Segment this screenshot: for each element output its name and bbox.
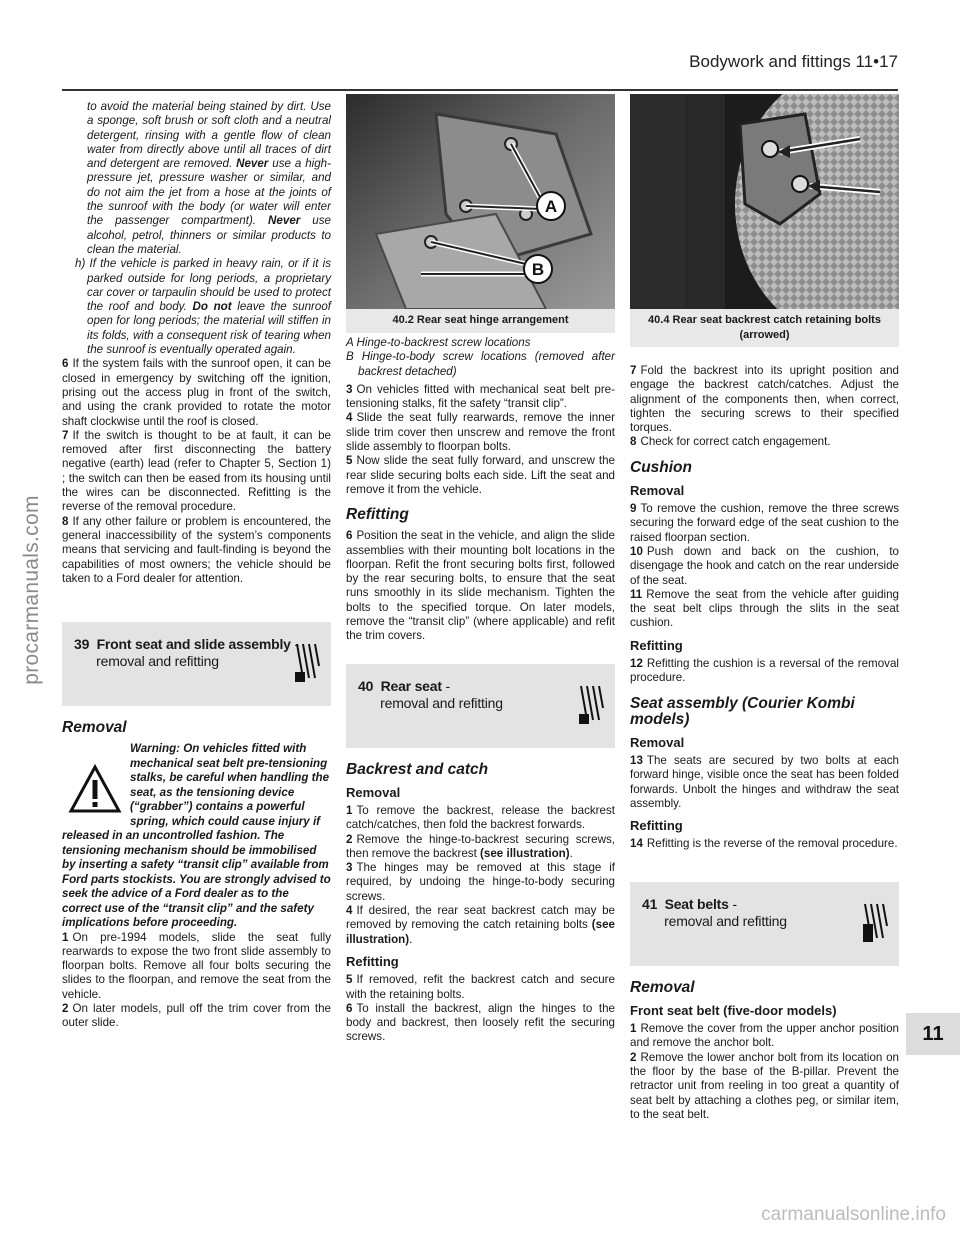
warning-box: Warning: On vehicles fitted with mechanical seat belt pre-tensioning stalks, be careful when handling the seat, as the tensioning device (“grabber”) contains a powerful spring, which could cause injury if released in an uncontrolled fashion. The tensioning mechanism should be immobilised by inserting a safety “transit clip” available from Ford parts stockists. You are strongly advised to seek the advice of a Ford dealer as to the correct use of the “transit clip” and the safety implications before proceeding. [62, 742, 331, 930]
column-1 [62, 100, 331, 1031]
para-9: 9 To remove the cushion, remove the three screws securing the forward edge of the seat cushion to the raised floorpan section. [630, 502, 899, 544]
para-5: 5 Now slide the seat fully forward, and unscrew the rear slide securing bolts each side. Lift the seat and remove it from the vehicle. [346, 454, 615, 496]
photo-label-b: B [531, 260, 545, 279]
kombi-heading: Seat assembly (Courier Kombi models) [630, 694, 855, 728]
removal-heading: Removal [62, 719, 127, 737]
para-r1: 1 To remove the backrest, release the backrest catch/catches, then fold the backrest forwards. [346, 803, 615, 832]
para-7: 7 If the switch is thought to be at fault, it can be removed after first disconnecting the battery negative (earth) lead (refer to Chapter 5, Section 1) ; the switch can then be eased from its housing until the wires can be disconnected. Refitting is the reverse of the removal procedure. [62, 428, 331, 514]
removal-heading-3: Removal [630, 978, 695, 996]
para-8: 8 Check for correct catch engagement. [630, 435, 831, 449]
page-header: Bodywork and fittings 11•17 [689, 52, 898, 71]
section-39-header: 39 Front seat and slide assembly - removal and refitting [62, 622, 331, 706]
removal-subheading: Removal [346, 784, 401, 800]
backrest-heading: Backrest and catch [346, 760, 489, 778]
intro-paragraph: to avoid the material being stained by dirt. Use a sponge, soft brush or soft cloth and a neutral detergent, rinsing with a gentle flow of clean water from directly above until all traces of dirt and detergent are removed. Never use a high-pressure jet, pressure washer or similar, and do not aim the jet from a hose at the joints of the sunroof with the body (or water will enter the passenger compartment). Never use alcohol, petrol, thinners or similar products to clean the material. [87, 100, 331, 256]
para-r2: 2 Remove the hinge-to-backrest securing screws, then remove the backrest (see illustration). [346, 832, 615, 860]
para-b2: 2 Remove the lower anchor bolt from its location on the floor by the base of the B-pillar. Prevent the retractor unit from reeling in too great a quantity of seat belt by attaching a clothes peg, or similar item, to the seat belt. [630, 1050, 899, 1121]
refitting-subheading: Refitting [630, 637, 683, 653]
para-10: 10 Push down and back on the cushion, to disengage the hook and catch on the rear underside of the seat. [630, 544, 899, 587]
para-f5: 5 If removed, refit the backrest catch and secure with the retaining bolts. [346, 973, 615, 1001]
para-13: 13 The seats are secured by two bolts at each forward hinge, visible once the seat has been folded forwards. Unbolt the hinges and withdraw the seat assembly. [630, 753, 899, 810]
photo-backrest-catch [630, 94, 899, 309]
para-6: 6 If the system fails with the sunroof open, it can be closed in emergency by switching off the ignition, prising out the access plug in front of the switch, and using the crank provided to rotate the motor shaft clockwise until the roof is closed. [62, 357, 331, 428]
removal-subheading: Removal [630, 482, 685, 498]
front-belt-heading: Front seat belt (five-door models) [630, 1002, 837, 1018]
para-3: 3 On vehicles fitted with mechanical seat belt pre-tensioning stalks, fit the safety “transit clip”. [346, 382, 615, 411]
difficulty-spanner-icon [293, 636, 321, 686]
column-3 [630, 364, 899, 1122]
column-2 [346, 336, 615, 1045]
photo-label-a: A [544, 197, 558, 216]
refitting-heading: Refitting [346, 506, 409, 524]
para-8: 8 If any other failure or problem is encountered, the general inaccessibility of the system’s components means that servicing and fault-finding is beyond the capabilities of most owners; the vehicle should be taken to a Ford dealer for attention. [62, 514, 331, 585]
para-4: 4 Slide the seat fully rearwards, remove the inner slide trim cover then unscrew and remove the front slide assembly to floorpan bolts. [346, 411, 615, 454]
section-41-header: 41 Seat belts - removal and refitting [630, 882, 899, 966]
para-b1: 1 Remove the cover from the upper anchor position and remove the anchor bolt. [630, 1022, 899, 1050]
item-h: h) If the vehicle is parked in heavy rain, or if it is parked outside for long periods, a proprietary car cover or tarpaulin should be used to protect the roof and body. Do not leave the sunroof open for long periods; the material will stiffen in its folds, with a consequent risk of tearing when the sunroof is eventually operated again. [75, 257, 332, 357]
para-12: 12 Refitting the cushion is a reversal of the removal procedure. [630, 657, 899, 685]
para-r3: 3 The hinges may be removed at this stage if required, by undoing the hinge-to-body securing screws. [346, 861, 615, 903]
footer-watermark: carmanualsonline.info [761, 1204, 946, 1225]
para-2: 2 On later models, pull off the trim cover from the outer slide. [62, 1002, 331, 1030]
photo-rear-seat-hinge [346, 94, 615, 309]
para-r4: 4 If desired, the rear seat backrest catch may be removed by removing the catch retaining bolts (see illustration). [346, 904, 615, 946]
para-f6: 6 To install the backrest, align the hinges to the body and backrest, then loosely refit the securing screws. [346, 1001, 615, 1044]
refitting-subheading: Refitting [346, 953, 399, 969]
removal-subheading-2: Removal [630, 734, 685, 750]
cushion-heading: Cushion [630, 458, 692, 476]
header-rule [62, 89, 898, 91]
side-watermark: procarmanuals.com [20, 495, 43, 685]
chapter-tab: 11 [906, 1013, 960, 1055]
refitting-subheading-2: Refitting [630, 818, 683, 834]
difficulty-spanner-icon [861, 896, 889, 946]
para-11: 11 Remove the seat from the vehicle after guiding the seat belt clips through the slits in the seat cushion. [630, 587, 899, 630]
para-6-refit: 6 Position the seat in the vehicle, and align the slide assemblies with their mounting bolt locations in the floorpan. Refit the front securing bolts first, followed by the rear securing bolts, to ensure that the seat runs smoothly in its slide mechanism. Tighten the bolts to the specified torque. On later models, remove the “transit clip” (where applicable) and refit the trim covers. [346, 529, 615, 643]
caption-40-4: 40.4 Rear seat backrest catch retaining bolts (arrowed) [630, 309, 899, 347]
section-40-header: 40 Rear seat - removal and refitting [346, 664, 615, 748]
caption-40-2: 40.2 Rear seat hinge arrangement [346, 309, 615, 333]
para-14: 14 Refitting is the reverse of the removal procedure. [630, 837, 898, 851]
photo-legend: A Hinge-to-backrest screw locations B Hinge-to-body screw locations (removed after backrest detached) [346, 336, 615, 378]
difficulty-spanner-icon [577, 678, 605, 728]
warning-triangle-icon [68, 764, 122, 814]
para-7: 7 Fold the backrest into its upright position and engage the backrest catch/catches. Adjust the alignment of the components then, when correct, tighten the securing screws to their specified torques. [630, 364, 899, 435]
para-1: 1 On pre-1994 models, slide the seat fully rearwards to expose the two front slide assembly to floorpan bolts. Remove all four bolts securing the slides to the floorpan, and remove the seat from the vehicle. [62, 930, 331, 1001]
